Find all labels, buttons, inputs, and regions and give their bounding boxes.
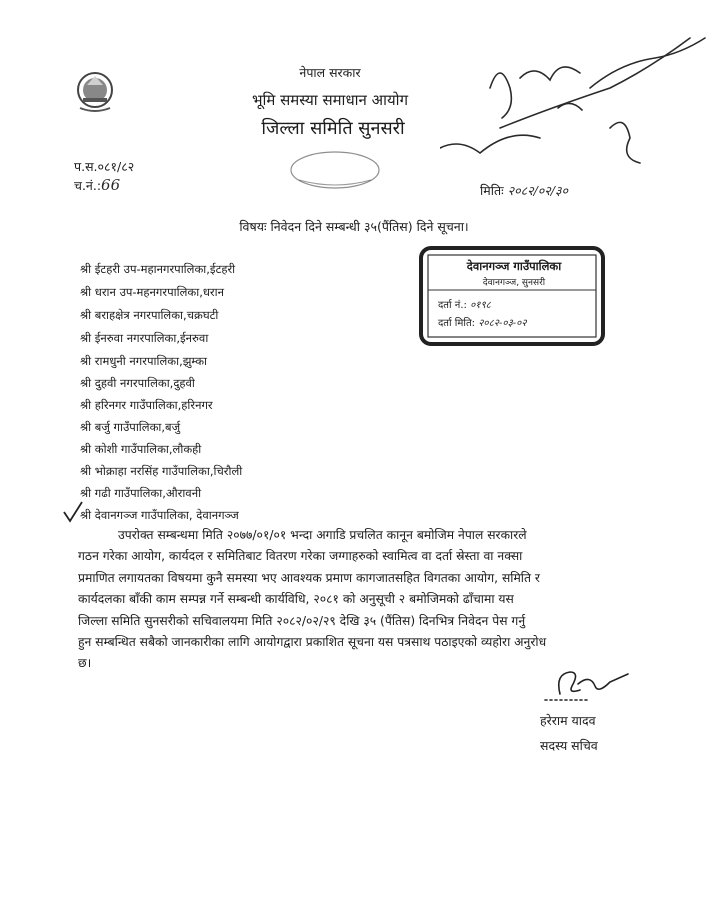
body-paragraph bbox=[78, 525, 638, 675]
body-line: गठन गरेका आयोग, कार्यदल र समितिबाट वितरण गरेका जग्गाहरुको स्वामित्व वा दर्ता स्रेस्ता वा नक्सा bbox=[78, 549, 523, 564]
body-line: उपरोक्त सम्बन्धमा मिति २०७७/०१/०१ भन्दा अगाडि प्रचलित कानून बमोजिम नेपाल सरकारले bbox=[118, 528, 527, 542]
body-line: कार्यदलका बाँकी काम सम्पन्न गर्ने सम्बन्धी कार्यविधि, २०८१ को अनुसूची २ बमोजिमको ढाँचामा यस bbox=[78, 592, 514, 607]
check-mark-icon bbox=[62, 500, 84, 524]
signatory-title: सदस्य सचिव bbox=[540, 738, 598, 753]
handwritten-endorsement-icon bbox=[440, 18, 708, 188]
dispatch-number-value: 66 bbox=[101, 176, 121, 194]
recipient-item: श्री ईटहरी उप-महानगरपालिका,ईटहरी bbox=[80, 262, 236, 276]
signature-icon bbox=[540, 664, 635, 706]
body-line: छ। bbox=[78, 656, 92, 671]
body-line: प्रमाणित लगायतका विषयमा कुनै समस्या भए आवश्यक प्रमाण कागजातसहित विगतका आयोग, समिति र bbox=[78, 570, 540, 585]
stamp-date bbox=[438, 315, 527, 329]
letterhead-commission: भूमि समस्या समाधान आयोग bbox=[251, 91, 409, 109]
stamp-office-name: देवानगञ्ज गाउँपालिका bbox=[466, 259, 562, 273]
stamp-place: देवानगञ्ज, सुनसरी bbox=[482, 278, 546, 288]
recipient-item: श्री बराहक्षेत्र नगरपालिका,चक्रघटी bbox=[80, 308, 219, 322]
dispatch-number-label: च.नं.: bbox=[74, 178, 102, 193]
letter-date bbox=[480, 182, 568, 199]
subject-line: विषयः निवेदन दिने सम्बन्धी ३५(पैंतिस) दिने सूचना। bbox=[239, 219, 469, 234]
stamp-registration bbox=[438, 297, 491, 311]
stamp-reg-label: दर्ता नं.: bbox=[438, 300, 467, 311]
date-label: मितिः bbox=[480, 183, 504, 198]
body-line: जिल्ला समिति सुनसरीको सचिवालयमा मिति २०८२/०२/२९ देखि ३५ (पैंतिस) दिनभित्र निवेदन पेस गर्नु bbox=[78, 613, 526, 628]
recipient-item: श्री देवानगञ्ज गाउँपालिका, देवानगञ्ज bbox=[80, 508, 239, 522]
recipient-item: श्री भोक्राहा नरसिंह गाउँपालिका,चिरौली bbox=[80, 464, 243, 478]
recipient-item: श्री बर्जु गाउँपालिका,बर्जु bbox=[80, 420, 181, 434]
recipient-item: श्री रामधुनी नगरपालिका,झुम्का bbox=[80, 354, 208, 368]
body-line: हुन सम्बन्धित सबैको जानकारीका लागि आयोगद्वारा प्रकाशित सूचना यस पत्रसाथ पठाइएको व्यहोरा अनुरोध bbox=[78, 635, 547, 650]
recipient-item: श्री दुहवी नगरपालिका,दुहवी bbox=[80, 376, 195, 390]
office-seal-icon bbox=[285, 150, 385, 192]
signatory-name: हरेराम यादव bbox=[540, 713, 596, 728]
nepal-emblem-icon bbox=[74, 68, 116, 116]
letterhead-government: नेपाल सरकार bbox=[299, 65, 361, 80]
letterhead-district-committee: जिल्ला समिति सुनसरी bbox=[261, 118, 405, 139]
fiscal-year-ref: प.स.०८१/८२ bbox=[74, 159, 135, 174]
stamp-reg-value: ०१९८ bbox=[470, 300, 491, 311]
recipient-item: श्री गढी गाउँपालिका,औरावनी bbox=[80, 486, 202, 500]
recipient-item: श्री धरान उप-महनगरपालिका,धरान bbox=[80, 285, 224, 299]
recipient-item: श्री हरिनगर गाउँपालिका,हरिनगर bbox=[80, 398, 213, 412]
received-stamp bbox=[418, 245, 606, 347]
recipient-item: श्री ईनरुवा नगरपालिका,ईनरुवा bbox=[80, 331, 209, 345]
dispatch-number bbox=[74, 176, 120, 194]
stamp-date-label: दर्ता मिति: bbox=[438, 318, 476, 329]
stamp-date-value: २०८२-०३-०२ bbox=[478, 318, 527, 329]
date-value: २०८२/०२/३० bbox=[507, 183, 569, 198]
recipient-item: श्री कोशी गाउँपालिका,लौकही bbox=[80, 442, 202, 456]
